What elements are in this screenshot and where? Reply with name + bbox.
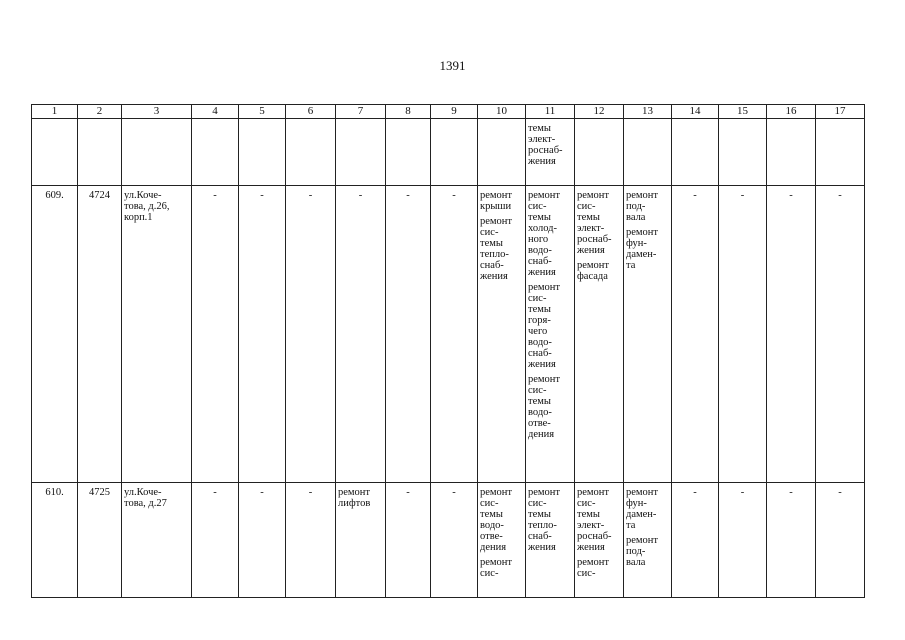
building-code: 4725 bbox=[78, 483, 122, 598]
work-item: ремонт под- вала bbox=[626, 190, 659, 223]
dash-cell: - bbox=[719, 483, 767, 598]
work-cell bbox=[526, 483, 575, 598]
work-cell bbox=[336, 483, 386, 598]
work-cell bbox=[575, 483, 624, 598]
work-item: ремонт под- вала bbox=[626, 535, 659, 568]
column-number: 14 bbox=[672, 105, 719, 119]
dash-cell: - bbox=[336, 186, 386, 483]
column-number: 16 bbox=[767, 105, 816, 119]
dash-cell: - bbox=[816, 483, 865, 598]
work-item: ремонт сис- темы водо- отве- дения bbox=[480, 487, 513, 553]
row-number: 610. bbox=[32, 483, 78, 598]
work-item: ремонт сис- темы элект- роснаб- жения bbox=[577, 190, 612, 256]
work-item: ремонт сис- темы водо- отве- дения bbox=[528, 374, 561, 440]
work-item: ремонт сис- bbox=[577, 557, 610, 579]
continuation-row bbox=[32, 119, 865, 186]
work-item: ремонт сис- темы холод- ного водо- снаб- жения bbox=[528, 190, 561, 278]
work-item: ремонт крыши bbox=[480, 190, 513, 212]
column-number: 9 bbox=[431, 105, 478, 119]
dash-cell: - bbox=[816, 186, 865, 483]
building-code: 4724 bbox=[78, 186, 122, 483]
work-item: ремонт сис- темы элект- роснаб- жения bbox=[577, 487, 612, 553]
dash-cell: - bbox=[672, 483, 719, 598]
work-item: темы элект- роснаб- жения bbox=[528, 123, 563, 167]
dash-cell: - bbox=[431, 483, 478, 598]
work-cell bbox=[624, 186, 672, 483]
dash-cell: - bbox=[239, 186, 286, 483]
work-item: ремонт лифтов bbox=[338, 487, 371, 509]
column-number: 11 bbox=[526, 105, 575, 119]
work-item: ремонт фасада bbox=[577, 260, 610, 282]
dash-cell: - bbox=[192, 186, 239, 483]
dash-cell: - bbox=[192, 483, 239, 598]
dash-cell: - bbox=[286, 186, 336, 483]
column-number: 10 bbox=[478, 105, 526, 119]
work-item: ремонт фун- дамен- та bbox=[626, 487, 659, 531]
work-item: ремонт сис- темы горя- чего водо- снаб- жения bbox=[528, 282, 561, 370]
column-number: 7 bbox=[336, 105, 386, 119]
continuation-cell bbox=[526, 119, 575, 186]
row-number: 609. bbox=[32, 186, 78, 483]
dash-cell: - bbox=[386, 186, 431, 483]
dash-cell: - bbox=[672, 186, 719, 483]
column-number: 17 bbox=[816, 105, 865, 119]
work-cell bbox=[478, 483, 526, 598]
work-cell bbox=[478, 186, 526, 483]
dash-cell: - bbox=[719, 186, 767, 483]
work-cell bbox=[624, 483, 672, 598]
page-number: 1391 bbox=[439, 58, 466, 73]
table-row bbox=[32, 186, 865, 483]
column-number: 5 bbox=[239, 105, 286, 119]
column-number: 1 bbox=[32, 105, 78, 119]
work-item: ремонт сис- темы тепло- снаб- жения bbox=[528, 487, 561, 553]
work-item: ремонт сис- темы тепло- снаб- жения bbox=[480, 216, 513, 282]
column-number: 3 bbox=[122, 105, 192, 119]
column-number: 8 bbox=[386, 105, 431, 119]
work-cell bbox=[575, 186, 624, 483]
column-number: 4 bbox=[192, 105, 239, 119]
table-row bbox=[32, 483, 865, 598]
address-cell: ул.Коче- това, д.26, корп.1 bbox=[122, 186, 192, 483]
column-number: 12 bbox=[575, 105, 624, 119]
work-cell bbox=[526, 186, 575, 483]
dash-cell: - bbox=[767, 483, 816, 598]
work-item: ремонт сис- bbox=[480, 557, 513, 579]
column-number: 2 bbox=[78, 105, 122, 119]
dash-cell: - bbox=[386, 483, 431, 598]
column-number: 13 bbox=[624, 105, 672, 119]
repair-register-table bbox=[31, 104, 865, 598]
dash-cell: - bbox=[431, 186, 478, 483]
dash-cell: - bbox=[239, 483, 286, 598]
address-cell: ул.Коче- това, д.27 bbox=[122, 483, 192, 598]
work-item: ремонт фун- дамен- та bbox=[626, 227, 659, 271]
column-number: 15 bbox=[719, 105, 767, 119]
dash-cell: - bbox=[767, 186, 816, 483]
column-number-row bbox=[32, 105, 865, 119]
dash-cell: - bbox=[286, 483, 336, 598]
column-number: 6 bbox=[286, 105, 336, 119]
